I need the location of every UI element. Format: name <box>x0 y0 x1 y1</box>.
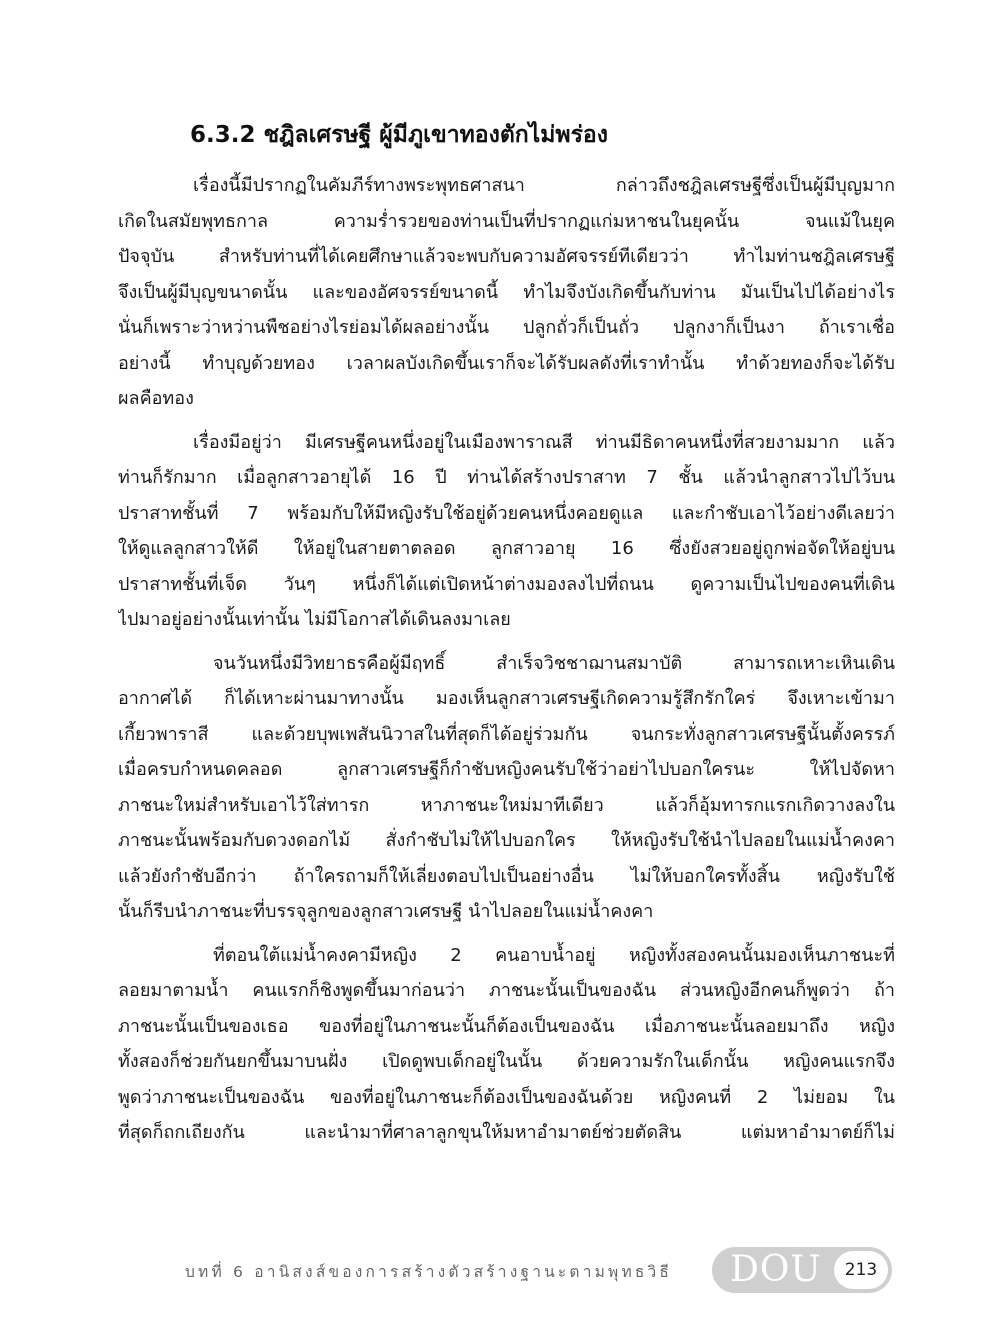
paragraph-3 <box>118 646 895 930</box>
text-line: ให้ดูแลลูกสาวให้ดี ให้อยู่ในสายตาตลอด ลูกสาวอายุ 16 ซึ่งยังสวยอยู่ถูกพ่อจัดให้อยู่บน <box>118 538 895 559</box>
text-line: ทั้งสองก็ช่วยกันยกขึ้นมาบนฝั่ง เปิดดูพบเด็กอยู่ในนั้น ด้วยความรักในเด็กนั้น หญิงคนแรกจึง <box>118 1051 895 1072</box>
text-line: เกิดในสมัยพุทธกาล ความร่ำรวยของท่านเป็นที่ปรากฏแก่มหาชนในยุคนั้น จนแม้ในยุค <box>118 210 895 232</box>
text-line: ที่สุดก็ถกเถียงกัน และนำมาที่ศาลาลูกขุนให้มหาอำมาตย์ช่วยตัดสิน แต่มหาอำมาตย์ก็ไม่ <box>118 1122 895 1143</box>
text-line: เรื่องมีอยู่ว่า มีเศรษฐีคนหนึ่งอยู่ในเมืองพาราณสี ท่านมีธิดาคนหนึ่งที่สวยงามมาก แล้ว <box>193 431 895 453</box>
text-line: ภาชนะใหม่สำหรับเอาไว้ใส่ทารก หาภาชนะใหม่มาทีเดียว แล้วก็อุ้มทารกแรกเกิดวางลงใน <box>118 794 895 816</box>
text-line: ท่านก็รักมาก เมื่อลูกสาวอายุได้ 16 ปี ท่านได้สร้างปราสาท 7 ชั้น แล้วนำลูกสาวไปไว้บน <box>118 467 895 488</box>
text-line: เมื่อครบกำหนดคลอด ลูกสาวเศรษฐีก็กำชับหญิงคนรับใช้ว่าอย่าไปบอกใครนะ ให้ไปจัดหา <box>118 759 895 780</box>
text-line: ปัจจุบัน สำหรับท่านที่ได้เคยศึกษาแล้วจะพบกับความอัศจรรย์ทีเดียวว่า ทำไมท่านชฎิลเศรษฐี <box>118 246 895 267</box>
text-line: จนวันหนึ่งมีวิทยาธรคือผู้มีฤทธิ์ สำเร็จวิชชาฌานสมาบัติ สามารถเหาะเหินเดิน <box>213 652 895 674</box>
text-line: เรื่องนี้มีปรากฏในคัมภีร์ทางพระพุทธศาสนา กล่าวถึงชฎิลเศรษฐีซึ่งเป็นผู้มีบุญมาก <box>193 175 895 196</box>
text-line: แล้วยังกำชับอีกว่า ถ้าใครถามก็ให้เลี่ยงตอบไปเป็นอย่างอื่น ไม่ให้บอกใครทั้งสิ้น หญิงรับใช้ <box>118 865 895 887</box>
section-heading: 6.3.2 ชฎิลเศรษฐี ผู้มีภูเขาทองตักไม่พร่อง <box>190 122 608 148</box>
page-footer <box>185 1247 895 1297</box>
paragraph-4 <box>118 938 895 1151</box>
body-text <box>118 168 895 1159</box>
text-line: อย่างนี้ ทำบุญด้วยทอง เวลาผลบังเกิดขึ้นเราก็จะได้รับผลดังที่เราทำนั้น ทำด้วยทองก็จะได้รับ <box>118 352 895 374</box>
chapter-footer-text: บทที่ 6 อานิสงส์ของการสร้างตัวสร้างฐานะตามพุทธวิธี <box>185 1263 673 1281</box>
text-line: นั้นก็รีบนำภาชนะที่บรรจุลูกของลูกสาวเศรษฐี นำไปลอยในแม่น้ำคงคา <box>118 901 654 922</box>
page-number: 213 <box>834 1251 888 1289</box>
paragraph-1 <box>118 168 895 417</box>
text-line: จึงเป็นผู้มีบุญขนาดนั้น และของอัศจรรย์ขนาดนี้ ทำไมจึงบังเกิดขึ้นกับท่าน มันเป็นไปได้อย่างไร <box>118 281 895 303</box>
text-line: ผลคือทอง <box>118 388 194 409</box>
text-line: พูดว่าภาชนะเป็นของฉัน ของที่อยู่ในภาชนะก็ต้องเป็นของฉันด้วย หญิงคนที่ 2 ไม่ยอม ใน <box>118 1086 895 1108</box>
text-line: ปราสาทชั้นที่เจ็ด วันๆ หนึ่งก็ได้แต่เปิดหน้าต่างมองลงไปที่ถนน ดูความเป็นไปของคนที่เดิน <box>118 573 895 595</box>
text-line: ปราสาทชั้นที่ 7 พร้อมกับให้มีหญิงรับใช้อยู่ด้วยคนหนึ่งคอยดูแล และกำชับเอาไว้อย่างดีเลยว่า <box>118 502 895 524</box>
paragraph-2 <box>118 425 895 638</box>
text-line: นั่นก็เพราะว่าหว่านพืชอย่างไรย่อมได้ผลอย่างนั้น ปลูกถั่วก็เป็นถั่ว ปลูกงาก็เป็นงา ถ้าเราเชื่อ <box>118 317 895 338</box>
text-line: ไปมาอยู่อย่างนั้นเท่านั้น ไม่มีโอกาสได้เดินลงมาเลย <box>118 609 511 630</box>
page-badge <box>712 1247 892 1293</box>
text-line: อากาศได้ ก็ได้เหาะผ่านมาทางนั้น มองเห็นลูกสาวเศรษฐีเกิดความรู้สึกรักใคร่ จึงเหาะเข้ามา <box>118 688 895 709</box>
text-line: เกี้ยวพาราสี และด้วยบุพเพสันนิวาสในที่สุดก็ได้อยู่ร่วมกัน จนกระทั่งลูกสาวเศรษฐีนั้นตั้งครรภ์ <box>118 723 895 745</box>
dou-logo: DOU <box>730 1249 822 1290</box>
text-line: ภาชนะนั้นพร้อมกับดวงดอกไม้ สั่งกำชับไม่ให้ไปบอกใคร ให้หญิงรับใช้นำไปลอยในแม่น้ำคงคา <box>118 830 895 851</box>
text-line: ที่ตอนใต้แม่น้ำคงคามีหญิง 2 คนอาบน้ำอยู่ หญิงทั้งสองคนนั้นมองเห็นภาชนะที่ <box>213 944 895 966</box>
text-line: ภาชนะนั้นเป็นของเธอ ของที่อยู่ในภาชนะนั้นก็ต้องเป็นของฉัน เมื่อภาชนะนั้นลอยมาถึง หญิง <box>118 1015 895 1037</box>
text-line: ลอยมาตามน้ำ คนแรกก็ชิงพูดขึ้นมาก่อนว่า ภาชนะนั้นเป็นของฉัน ส่วนหญิงอีกคนก็พูดว่า ถ้า <box>118 980 895 1001</box>
